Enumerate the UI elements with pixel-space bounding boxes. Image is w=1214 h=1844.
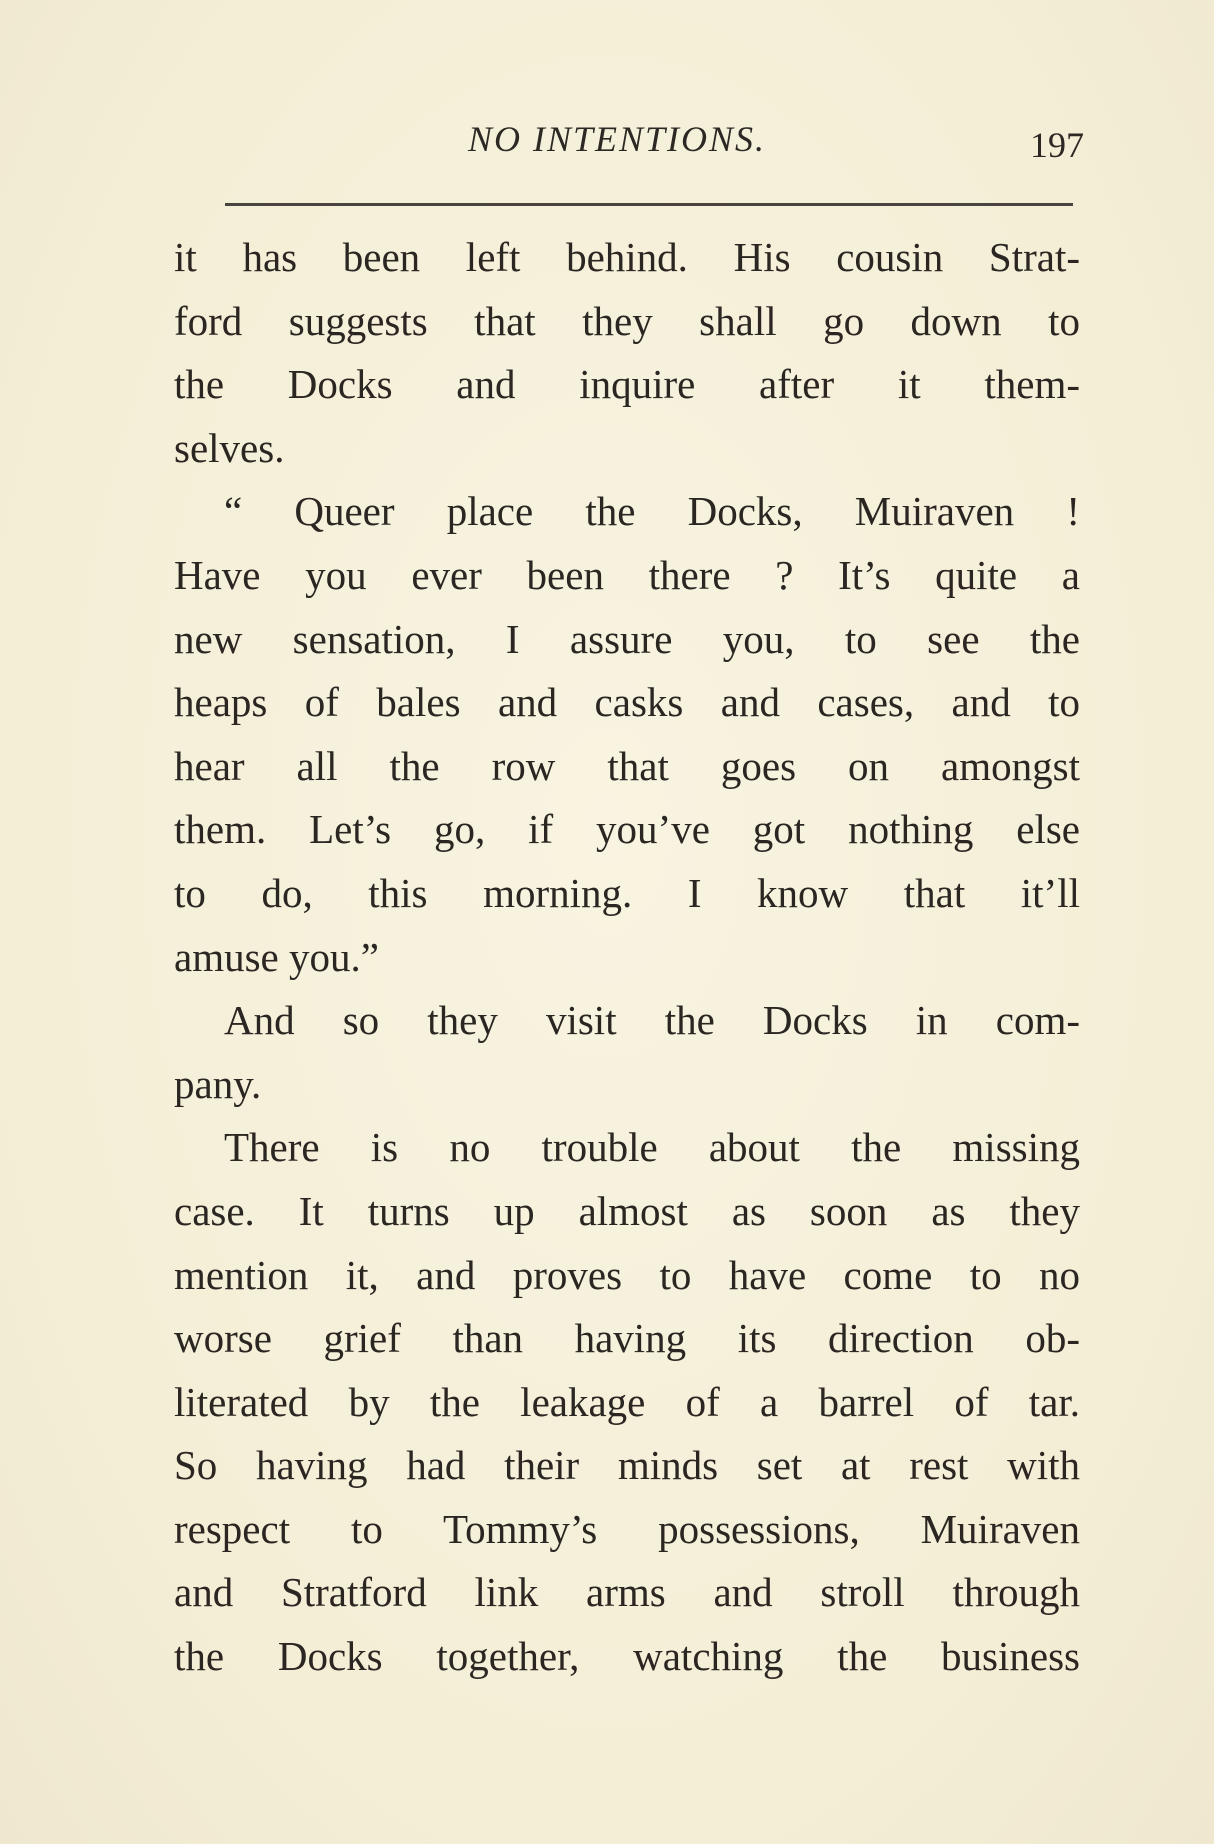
page-number: 197 — [1030, 125, 1084, 165]
text-line: worse grief than having its direction ob- — [174, 1315, 1080, 1362]
text-line: the Docks together, watching the business — [174, 1633, 1080, 1680]
page-header — [0, 118, 1214, 178]
text-line: There is no trouble about the missing — [224, 1124, 1080, 1171]
text-line: ford suggests that they shall go down to — [174, 297, 1080, 344]
text-line: new sensation, I assure you, to see the — [174, 615, 1080, 662]
text-line: hear all the row that goes on amongst — [174, 742, 1080, 789]
text-line: it has been left behind. His cousin Strat- — [174, 234, 1080, 280]
text-line: Have you ever been there ? It’s quite a — [174, 551, 1080, 598]
text-line: case. It turns up almost as soon as they — [174, 1187, 1080, 1234]
header-rule — [225, 203, 1073, 206]
text-line: And so they visit the Docks in com- — [224, 997, 1080, 1044]
text-line: amuse you.” — [174, 933, 379, 980]
text-line: to do, this morning. I know that it’ll — [174, 869, 1080, 916]
text-line: heaps of bales and casks and cases, and to — [174, 679, 1080, 726]
text-line: literated by the leakage of a barrel of tar. — [174, 1378, 1080, 1425]
text-line: “ Queer place the Docks, Muiraven ! — [224, 488, 1080, 535]
text-line: and Stratford link arms and stroll through — [174, 1569, 1080, 1616]
text-line: selves. — [174, 424, 285, 471]
body-text — [174, 226, 1080, 1689]
text-line: the Docks and inquire after it them- — [174, 361, 1080, 408]
running-head: NO INTENTIONS. — [468, 119, 767, 159]
text-line: pany. — [174, 1060, 262, 1107]
text-line: them. Let’s go, if you’ve got nothing else — [174, 806, 1080, 853]
text-line: respect to Tommy’s possessions, Muiraven — [174, 1505, 1080, 1552]
text-line: So having had their minds set at rest with — [174, 1442, 1080, 1489]
text-line: mention it, and proves to have come to no — [174, 1251, 1080, 1298]
